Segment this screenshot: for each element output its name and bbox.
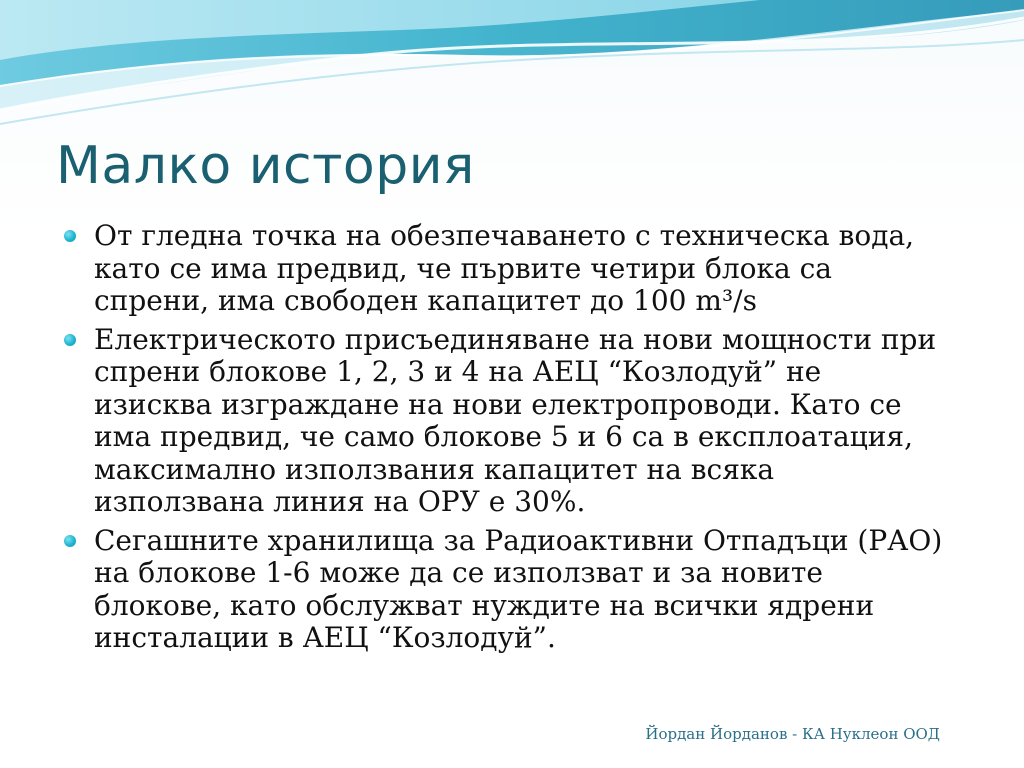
bullet-list	[64, 220, 944, 661]
bullet-text: Сегашните хранилища за Радиоактивни Отпадъци (РАО) на блокове 1-6 може да се използват и за новите блокове, като обслужват нуждите на всички ядрени инсталации в АЕЦ “Козлодуй”.	[94, 523, 943, 654]
bullet-item-radioactive-waste-storage	[64, 525, 944, 655]
bullet-item-water-capacity	[64, 220, 944, 318]
slide-title: Малко история	[56, 136, 475, 196]
slide-footer: Йордан Йорданов - КА Нуклеон ООД	[645, 725, 940, 743]
bullet-dot-icon	[64, 535, 76, 547]
bullet-text: Електрическото присъединяване на нови мощности при спрени блокове 1, 2, 3 и 4 на АЕЦ “Козлодуй” не изисква изграждане на нови електропроводи. Като се има предвид, че само блокове 5 и 6 са в експлоатация, максимално използвания капацитет на всяка използвана линия на ОРУ е 30%.	[94, 322, 937, 518]
bullet-dot-icon	[64, 334, 76, 346]
bullet-text: От гледна точка на обезпечаването с техническа вода, като се има предвид, че първите четири блока са спрени, има свободен капацитет до 100 m³/s	[94, 219, 915, 317]
bullet-item-electrical-connection	[64, 324, 944, 519]
header-wave-decoration	[0, 0, 1024, 130]
bullet-dot-icon	[64, 230, 76, 242]
